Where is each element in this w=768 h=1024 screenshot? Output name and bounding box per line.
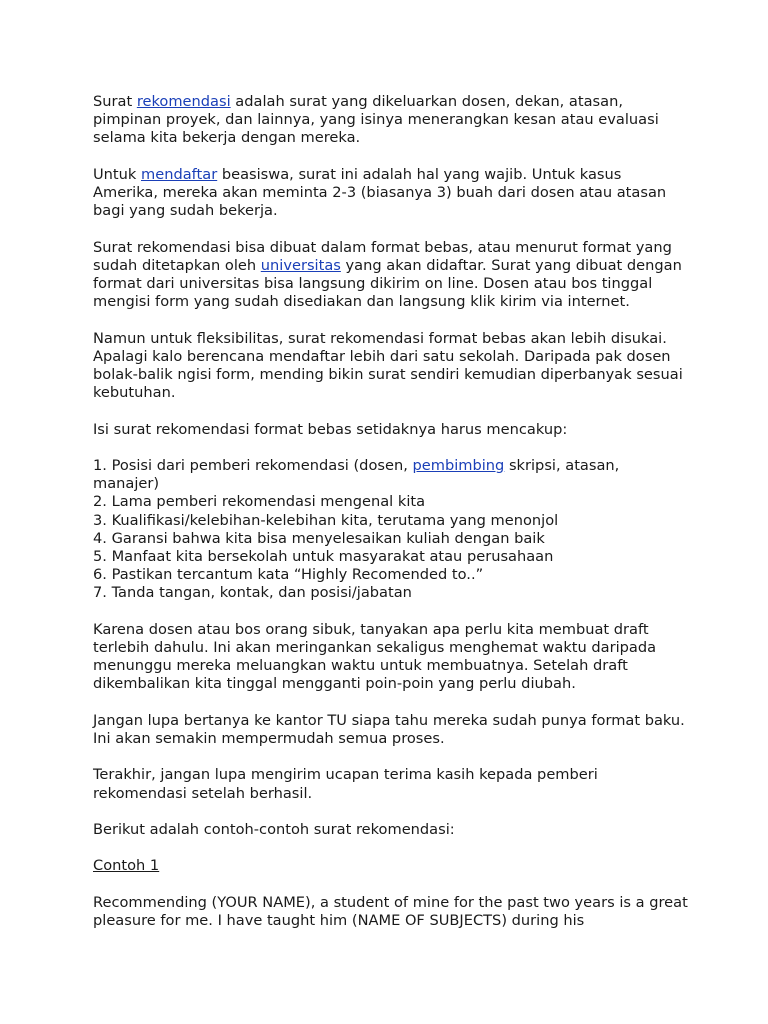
- list-item: [93, 457, 688, 493]
- paragraph-office: Jangan lupa bertanya ke kantor TU siapa tahu mereka sudah punya format baku. Ini akan semakin mempermudah semua proses.: [93, 711, 685, 747]
- example-heading-text: Contoh 1: [93, 857, 160, 875]
- paragraph-definition-text-end: adalah surat yang dikeluarkan dosen, dekan, atasan, pimpinan proyek, dan lainnya, yang isinya menerangkan kesan atau evaluasi selama kita bekerja dengan mereka.: [93, 93, 659, 147]
- link-pembimbing[interactable]: pembimbing: [412, 456, 505, 474]
- example-heading: [93, 857, 688, 875]
- paragraph-scholarship-text-end: beasiswa, surat ini adalah hal yang wajib. Untuk kasus Amerika, mereka akan meminta 2-3 (biasanya 3) buah dari dosen atau atasan bagi yang sudah bekerja.: [93, 165, 667, 220]
- list-item: 3. Kualifikasi/kelebihan-kelebihan kita, terutama yang menonjol: [93, 511, 559, 529]
- link-universitas[interactable]: universitas: [260, 256, 341, 274]
- list-item: 4. Garansi bahwa kita bisa menyelesaikan kuliah dengan baik: [93, 529, 545, 547]
- paragraph-example-letter: Recommending (YOUR NAME), a student of mine for the past two years is a great pleasure for me. I have taught him (NAME OF SUBJECTS) during his: [93, 893, 688, 929]
- paragraph-draft: Karena dosen atau bos orang sibuk, tanyakan apa perlu kita membuat draft terlebih dahulu. Ini akan meringankan sekaligus menghemat waktu daripada menunggu mereka meluangkan waktu untuk membuatnya. Setelah draft dikembalikan kita tinggal mengganti poin-poin yang perlu diubah.: [93, 620, 657, 693]
- link-mendaftar[interactable]: mendaftar: [141, 165, 218, 183]
- paragraph-format: [93, 239, 688, 312]
- paragraph-definition: [93, 93, 688, 148]
- list-item-text-end: skripsi, atasan, manajer): [93, 456, 620, 493]
- paragraph-format-text-end: yang akan didaftar. Surat yang dibuat dengan format dari universitas bisa langsung dikirim on line. Dosen atau bos tinggal mengisi form yang sudah disediakan dan langsung klik kirim via internet.: [93, 256, 682, 311]
- paragraph-flexibility: Namun untuk fleksibilitas, surat rekomendasi format bebas akan lebih disukai. Apalagi kalo berencana mendaftar lebih dari satu sekolah. Daripada pak dosen bolak-balik ngisi form, mending bikin surat sendiri kemudian diperbanyak sesuai kebutuhan.: [93, 329, 683, 402]
- list-item: 5. Manfaat kita bersekolah untuk masyarakat atau perusahaan: [93, 548, 554, 565]
- list-item: 6. Pastikan tercantum kata “Highly Recomended to..”: [93, 566, 484, 584]
- paragraph-format-text-start: Surat rekomendasi bisa dibuat dalam format bebas, atau menurut format yang sudah ditetapkan oleh: [93, 238, 672, 274]
- paragraph-thanks: Terakhir, jangan lupa mengirim ucapan terima kasih kepada pemberi rekomendasi setelah berhasil.: [93, 766, 598, 802]
- list-item: 7. Tanda tangan, kontak, dan posisi/jabatan: [93, 584, 412, 602]
- list-item-text-start: 1. Posisi dari pemberi rekomendasi (dosen,: [93, 456, 413, 474]
- paragraph-examples-intro: Berikut adalah contoh-contoh surat rekomendasi:: [93, 820, 455, 838]
- paragraph-contents-intro: Isi surat rekomendasi format bebas setidaknya harus mencakup:: [93, 420, 568, 438]
- requirements-list: [93, 457, 688, 603]
- list-item: 2. Lama pemberi rekomendasi mengenal kita: [93, 493, 426, 511]
- paragraph-definition-text-start: Surat: [93, 93, 137, 110]
- paragraph-scholarship-text-start: Untuk: [93, 165, 141, 183]
- paragraph-scholarship: [93, 166, 688, 221]
- link-rekomendasi[interactable]: rekomendasi: [136, 93, 231, 110]
